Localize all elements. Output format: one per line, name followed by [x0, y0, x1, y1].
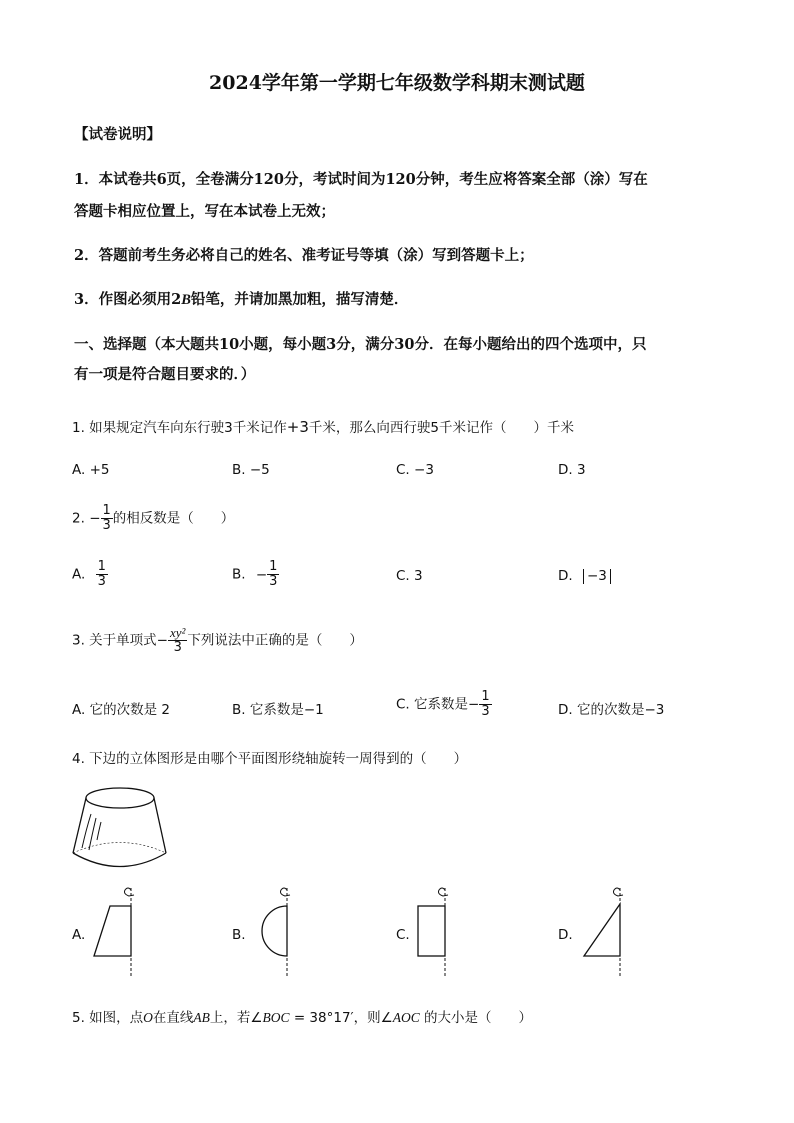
instruction-3: 3．作图必须用2B铅笔，并请加黑加粗，描写清楚． — [74, 291, 409, 308]
question-3-options — [72, 690, 722, 724]
q4-option-c-figure — [412, 884, 472, 984]
q2-option-d: D. −3 — [558, 568, 611, 584]
page-title: 2024学年第一学期七年级数学科期末测试题 — [209, 72, 585, 94]
q3-option-a: A. 它的次数是 2 — [72, 702, 170, 718]
q1-option-b: B. −5 — [232, 462, 270, 478]
frustum-figure — [70, 780, 180, 872]
question-4: 4. 下边的立体图形是由哪个平面图形绕轴旋转一周得到的（ ） — [72, 751, 468, 767]
q4-option-b-figure — [248, 884, 308, 984]
instructions-header: 【试卷说明】 — [74, 126, 161, 143]
instruction-1-line2: 答题卡相应位置上，写在本试卷上无效； — [74, 203, 335, 220]
q4-option-a-figure — [88, 884, 148, 984]
q1-option-d: D. 3 — [558, 462, 586, 478]
q3-option-b: B. 它系数是−1 — [232, 702, 324, 718]
q4-option-c-label: C. — [396, 927, 410, 943]
question-3: 3. 关于单项式− $\frac{\text{xy²}}{3}$ 下列说法中正确的是（ ） — [72, 625, 363, 655]
question-1: 1. 如果规定汽车向东行驶3千米记作+3千米，那么向西行驶5千米记作（ ）千米 — [72, 418, 574, 436]
q2-option-a: A. $\frac{1}{3}$ — [72, 559, 106, 589]
section1-line1: 一、选择题（本大题共10小题，每小题3分，满分30分．在每小题给出的四个选项中，只 — [74, 336, 647, 353]
question-2: 2. − $\frac{1}{3}$ 的相反数是（ ） — [72, 503, 235, 533]
q1-option-a: A. +5 — [72, 462, 110, 478]
q1-option-c: C. −3 — [396, 462, 434, 478]
instruction-1-line1: 1．本试卷共6页，全卷满分120分，考试时间为120分钟，考生应将答案全部（涂）写在 — [74, 171, 648, 188]
q4-option-d-figure — [574, 884, 634, 984]
q3-option-d: D. 它的次数是−3 — [558, 702, 665, 718]
q4-option-b-label: B. — [232, 927, 246, 943]
q2-option-c: C. 3 — [396, 568, 423, 584]
question-5: 5. 如图，点O在直线AB上，若∠BOC = 38°17′，则∠AOC 的大小是（ ） — [72, 1010, 533, 1026]
question-1-options — [72, 462, 722, 496]
question-2-options — [72, 560, 722, 594]
section1-line2: 有一项是符合题目要求的．） — [74, 366, 256, 383]
q3-option-c: C. 它系数是− $\frac{1}{3}$ — [396, 689, 490, 719]
q2-option-b: B. − $\frac{1}{3}$ — [232, 559, 278, 589]
instruction-2: 2．答题前考生务必将自己的姓名、准考证号等填（涂）写到答题卡上； — [74, 247, 534, 264]
q4-option-a-label: A. — [72, 927, 86, 943]
q4-option-d-label: D. — [558, 927, 573, 943]
